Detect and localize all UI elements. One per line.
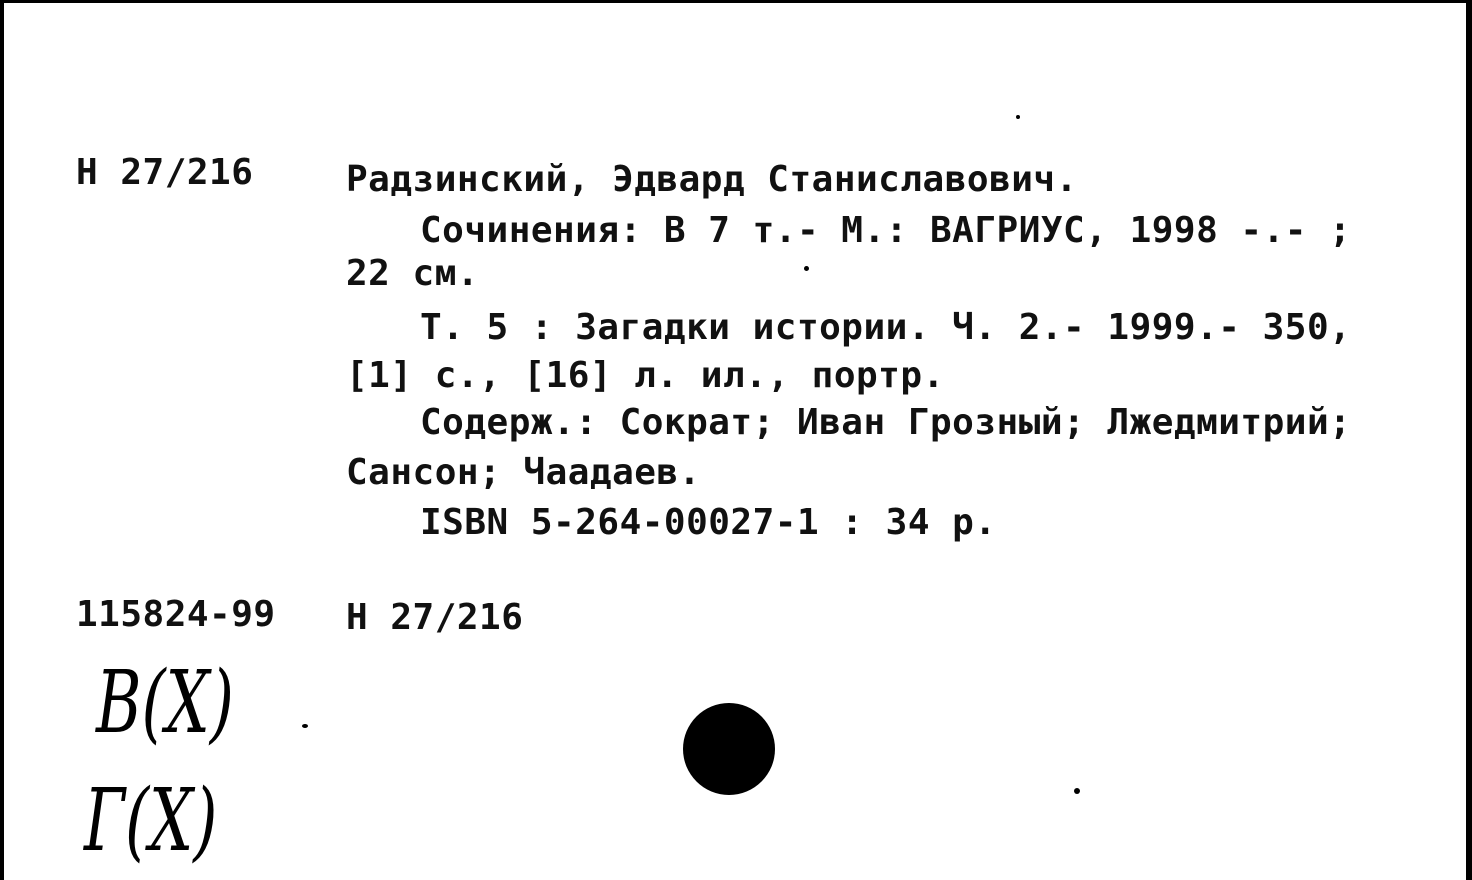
card-border-top <box>0 0 1472 3</box>
ink-speck <box>302 724 308 728</box>
volume-line-1: Т. 5 : Загадки истории. Ч. 2.- 1999.- 350, <box>420 307 1352 348</box>
ink-speck <box>1074 788 1080 794</box>
accession-number: 115824-99 <box>76 594 276 635</box>
call-number: Н 27/216 <box>76 152 254 193</box>
card-border-left <box>0 0 4 880</box>
ink-speck <box>804 266 809 271</box>
contents-line-2: Сансон; Чаадаев. <box>346 452 701 493</box>
isbn-line: ISBN 5-264-00027-1 : 34 р. <box>420 502 997 543</box>
volume-line-2: [1] с., [16] л. ил., портр. <box>346 355 945 396</box>
title-line-1: Сочинения: В 7 т.- М.: ВАГРИУС, 1998 -.- ; <box>420 210 1352 251</box>
title-line-2: 22 см. <box>346 253 480 294</box>
handwritten-note-2: Г(Х) <box>84 771 218 871</box>
card-border-right <box>1466 0 1472 880</box>
handwritten-note-1: В(Х) <box>96 653 234 753</box>
contents-line-1: Содерж.: Сократ; Иван Грозный; Лжедмитрий; <box>420 402 1352 443</box>
punch-hole <box>683 703 775 795</box>
ink-speck <box>1016 115 1020 119</box>
call-number-bottom: Н 27/216 <box>346 597 524 638</box>
author-heading: Радзинский, Эдвард Станиславович. <box>346 159 1078 200</box>
